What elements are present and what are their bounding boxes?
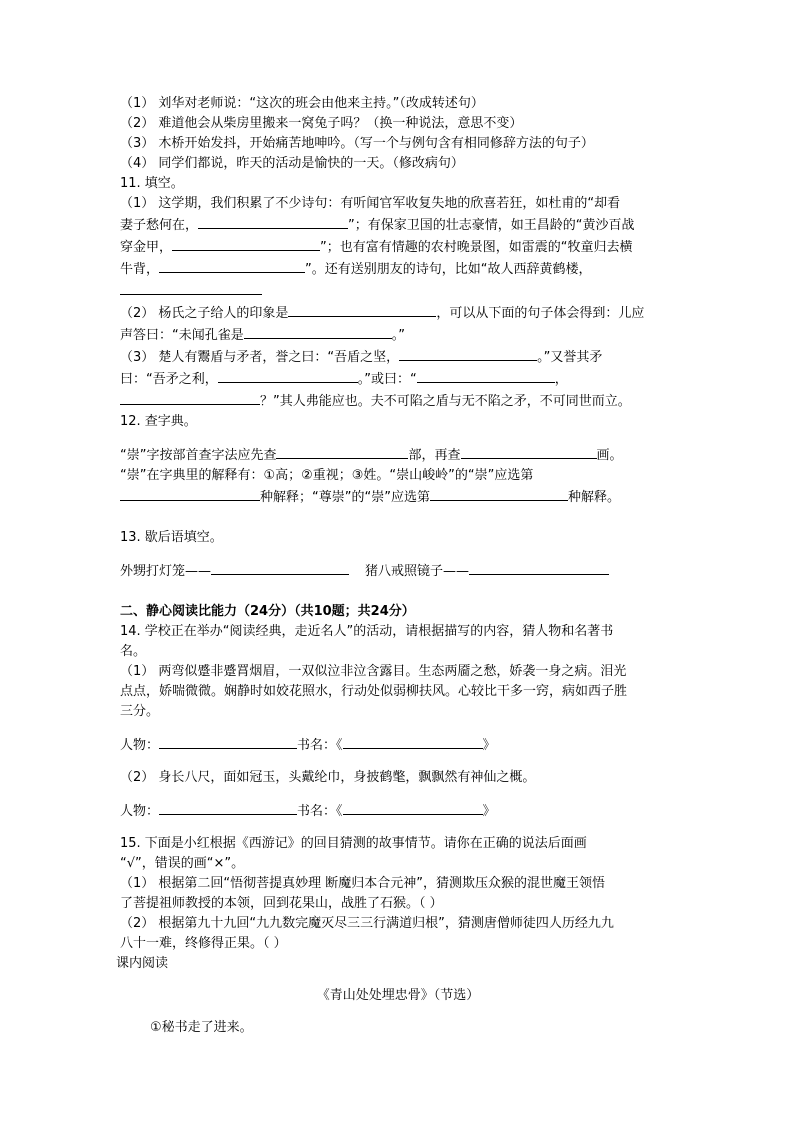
q15-intro-2: “√”，错误的画“×”。 xyxy=(120,856,245,871)
q12-title: 12. 查字典。 xyxy=(120,414,197,429)
q11-p2-b xyxy=(120,324,676,346)
answer-blank[interactable] xyxy=(218,368,358,383)
answer-blank[interactable] xyxy=(288,302,436,317)
text: ？”其人弗能应也。夫不可陷之盾与无不陷之矛，不可同世而立。 xyxy=(260,394,631,409)
q12-line-2: “崇”在字典里的解释有：①高；②重视；③姓。“崇山峻岭”的“崇”应选第 xyxy=(120,468,534,483)
q11-p3-b xyxy=(120,368,676,390)
q15-p2-2: 八十一难，终修得正果。（ ） xyxy=(120,936,287,951)
q10-item-2: （2） 难道他会从柴房里搬来一窝兔子吗？（换一种说法，意思不变） xyxy=(120,116,523,131)
text: 部，再查 xyxy=(408,448,461,463)
answer-blank[interactable] xyxy=(276,444,408,459)
text: 声答曰：“未闻孔雀是 xyxy=(120,328,244,343)
answer-blank[interactable] xyxy=(211,560,349,575)
q10-items xyxy=(120,94,676,174)
q14-p1-2: 点点，娇喘微微。娴静时如姣花照水，行动处似弱柳扶风。心较比干多一窍，病如西子胜 xyxy=(120,684,628,699)
q10-item-4: （4） 同学们都说，昨天的活动是愉快的一天。（修改病句） xyxy=(120,156,464,171)
reading xyxy=(116,954,676,1038)
text: 人物： xyxy=(120,804,160,819)
q14-p1-3: 三分。 xyxy=(120,704,160,719)
text: 书名：《 xyxy=(297,804,343,819)
text: “崇”字按部首查字法应先查 xyxy=(120,448,277,463)
text: 外甥打灯笼—— xyxy=(120,564,212,579)
q14-p2: （2） 身长八尺，面如冠玉，头戴纶巾，身披鹤氅，飘飘然有神仙之概。 xyxy=(120,770,536,785)
q14-answer-2 xyxy=(120,800,676,822)
q12-line-3 xyxy=(120,486,676,508)
answer-blank[interactable] xyxy=(120,390,260,405)
q12 xyxy=(120,412,676,508)
text: 。”或曰：“ xyxy=(357,372,417,387)
exam-page xyxy=(116,94,676,1038)
q11-p3-c xyxy=(120,390,676,412)
text: ， xyxy=(554,372,568,387)
reading-label: 课内阅读 xyxy=(116,956,169,971)
person-blank[interactable] xyxy=(159,800,297,815)
text: 》 xyxy=(482,738,496,753)
q11-title: 11. 填空。 xyxy=(120,176,184,191)
q11-p1-d xyxy=(120,258,676,280)
answer-blank[interactable] xyxy=(198,214,348,229)
text: 穿金甲， xyxy=(120,240,173,255)
text: （2） 杨氏之子给人的印象是 xyxy=(120,306,289,321)
answer-blank[interactable] xyxy=(399,346,537,361)
q10-item-1: （1） 刘华对老师说：“这次的班会由他来主持。”（改成转述句） xyxy=(120,96,484,111)
q12-line-1 xyxy=(120,444,676,466)
q11-p1-c xyxy=(120,236,676,258)
book-blank[interactable] xyxy=(343,734,483,749)
text: 曰：“吾矛之利， xyxy=(120,372,218,387)
text: ，可以从下面的句子体会得到：儿应 xyxy=(436,306,645,321)
text: ”。还有送别朋友的诗句，比如“故人西辞黄鹤楼， xyxy=(305,262,592,277)
answer-blank[interactable] xyxy=(120,486,260,501)
answer-blank[interactable] xyxy=(244,324,392,339)
reading-paragraph-1: ①秘书走了进来。 xyxy=(150,1020,253,1035)
q15-p1-1: （1） 根据第二回“悟彻菩提真妙理 断魔归本合元神”，猜测欺压众猴的混世魔王领悟 xyxy=(120,876,606,891)
q14-intro-1: 14. 学校正在举办“阅读经典，走近名人”的活动，请根据描写的内容，猜人物和名著书 xyxy=(120,624,614,639)
book-blank[interactable] xyxy=(343,800,483,815)
answer-blank[interactable] xyxy=(430,486,568,501)
q13-title: 13. 歇后语填空。 xyxy=(120,530,223,545)
text: ”；有保家卫国的壮志豪情，如王昌龄的“黄沙百战 xyxy=(348,218,635,233)
q15-p1-2: 了菩提祖师教授的本领，回到花果山，战胜了石猴。（ ） xyxy=(120,896,443,911)
answer-blank[interactable] xyxy=(120,280,262,295)
text: 》 xyxy=(482,804,496,819)
text: 。” xyxy=(391,328,405,343)
answer-blank[interactable] xyxy=(417,368,555,383)
answer-blank[interactable] xyxy=(159,258,305,273)
q11-p2-a xyxy=(120,302,676,324)
q11 xyxy=(120,174,676,412)
text: 妻子愁何在， xyxy=(120,218,199,233)
q15-intro-1: 15. 下面是小红根据《西游记》的回目猜测的故事情节。请你在正确的说法后面画 xyxy=(120,836,587,851)
q15 xyxy=(120,834,676,954)
text: 书名：《 xyxy=(297,738,343,753)
text: 种解释；“尊崇”的“崇”应选第 xyxy=(260,490,430,505)
person-blank[interactable] xyxy=(159,734,297,749)
q14-answer-1 xyxy=(120,734,676,756)
text: 种解释。 xyxy=(567,490,620,505)
text: 。”又誉其矛 xyxy=(537,350,603,365)
q11-p1-e xyxy=(120,280,676,302)
text: 画。 xyxy=(596,448,623,463)
text: 猪八戒照镜子—— xyxy=(365,564,470,579)
answer-blank[interactable] xyxy=(172,236,320,251)
q11-p3-a xyxy=(120,346,676,368)
reading-title: 《青山处处埋忠骨》（节选） xyxy=(316,988,480,1003)
q13-items xyxy=(120,560,676,582)
q13 xyxy=(120,528,676,582)
text: 牛背， xyxy=(120,262,160,277)
q11-p1-a: （1） 这学期，我们积累了不少诗句：有听闻官军收复失地的欣喜若狂，如杜甫的“却看 xyxy=(120,196,621,211)
answer-blank[interactable] xyxy=(461,444,597,459)
text: 人物： xyxy=(120,738,160,753)
answer-blank[interactable] xyxy=(469,560,609,575)
text: ”；也有富有情趣的农村晚景图，如雷震的“牧童归去横 xyxy=(320,240,633,255)
q15-p2-1: （2） 根据第九十九回“九九数完魔灭尽三三行满道归根”，猜测唐僧师徒四人历经九九 xyxy=(120,916,614,931)
q11-p1-b xyxy=(120,214,676,236)
q10-item-3: （3） 木桥开始发抖，开始痛苦地呻吟。（写一个与例句含有相同修辞方法的句子） xyxy=(120,136,594,151)
q14-p1-1: （1） 两弯似蹙非蹙罥烟眉，一双似泣非泣含露目。生态两靥之愁，娇袭一身之病。泪光 xyxy=(120,664,627,679)
text: （3） 楚人有鬻盾与矛者，誉之曰：“吾盾之坚， xyxy=(120,350,400,365)
section-2-title: 二、静心阅读比能力（24分）（共10题；共24分） xyxy=(120,604,415,619)
q14-intro-2: 名。 xyxy=(120,644,147,659)
q14 xyxy=(120,622,676,822)
